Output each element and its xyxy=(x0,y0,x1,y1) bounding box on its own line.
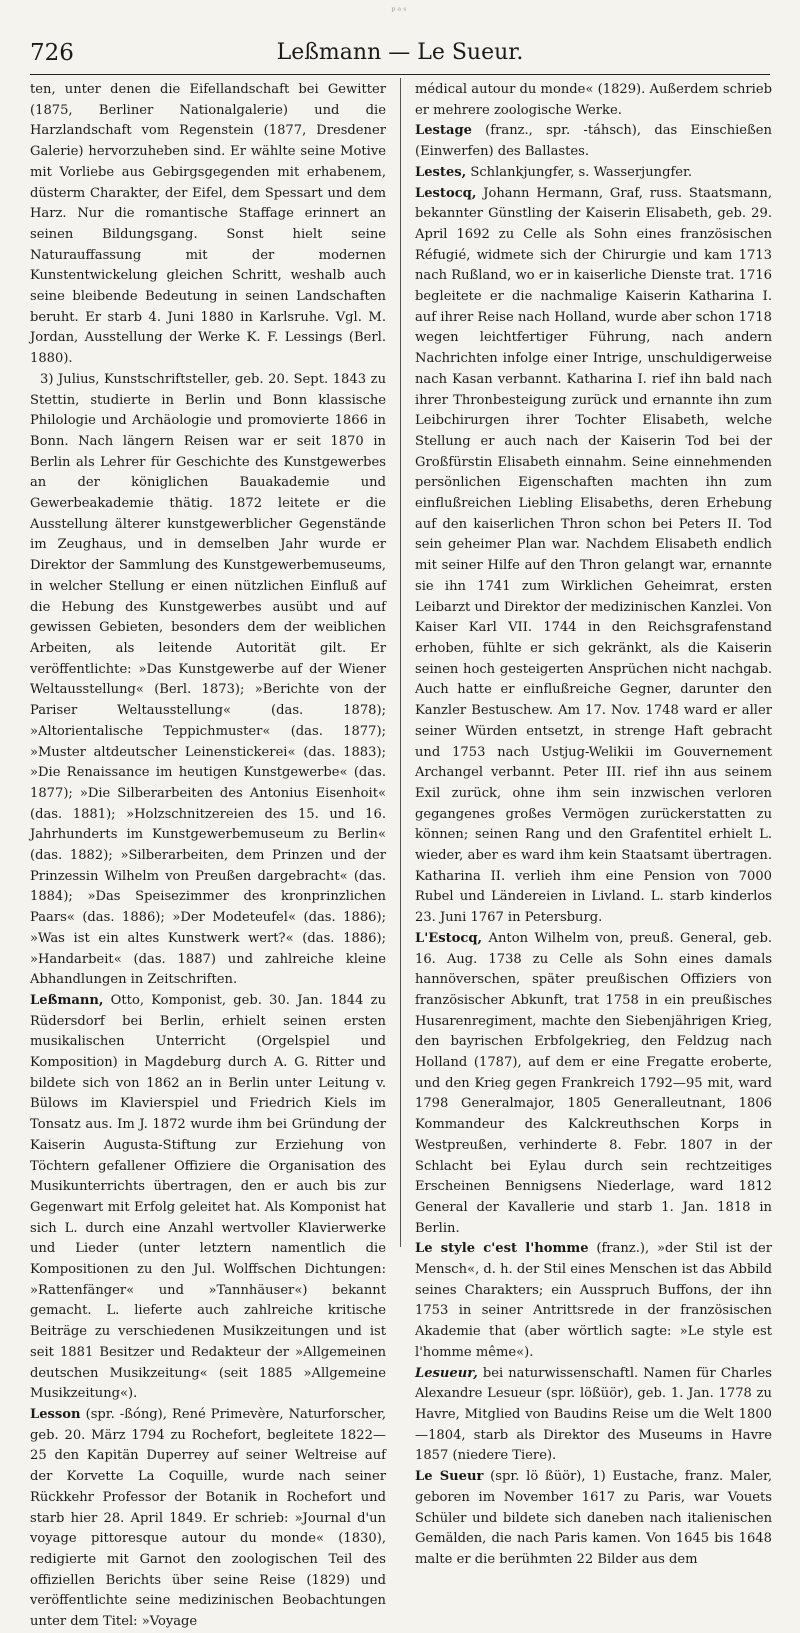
entry-lestage xyxy=(415,121,772,162)
entry-text: Schlankjungfer, s. Wasserjungfer. xyxy=(466,164,693,180)
paragraph-lessing-julius: 3) Julius, Kunstschriftsteller, geb. 20. Sept. 1843 zu Stettin, studierte in Berlin und Bonn klassische Philologie und Archäologie und promovierte 1866 in Bonn. Nach längern Reisen war er seit 1870 in Berlin als Lehrer für Geschichte des Kunstgewerbes an der königlichen Bauakademie und Gewerbeakademie thätig. 1872 leitete er die Ausstellung älterer kunstgewerblicher Gegenstände im Zeughaus, und in demselben Jahr wurde er Direktor der Sammlung des Kunstgewerbemuseums, in welcher Stellung er einen nützlichen Einfluß auf die Hebung des Kunstgewerbes ausübt und auf gewissen Gebieten, besonders dem der weiblichen Arbeiten, als leitende Autorität gilt. Er veröffentlichte: »Das Kunstgewerbe auf der Wiener Weltausstellung« (Berl. 1873); »Berichte von der Pariser Weltausstellung« (das. 1878); »Altorientalische Teppichmuster« (das. 1877); »Muster altdeutscher Leinenstickerei« (das. 1883); »Die Renaissance im heutigen Kunstgewerbe« (das. 1877); »Die Silberarbeiten des Antonius Eisenhoit« (das. 1881); »Holzschnitzereien des 15. und 16. Jahrhunderts im Kunstgewerbemuseum zu Berlin« (das. 1882); »Silberarbeiten, dem Prinzen und der Prinzessin Wilhelm von Preußen dargebracht« (das. 1884); »Das Speisezimmer des kronprinzlichen Paars« (das. 1886); »Der Modeteufel« (das. 1886); »Was ist ein altes Kunstwerk wert?« (das. 1886); »Handarbeit« (das. 1887) und zahlreiche kleine Abhandlungen in Zeitschriften. xyxy=(30,371,386,988)
entry-le-style xyxy=(415,1239,772,1363)
lemma-lestage: Lestage xyxy=(415,123,472,139)
paragraph-lesson-cont: médical autour du monde« (1829). Außerdem schrieb er mehrere zoologische Werke. xyxy=(415,82,772,118)
entry-le-sueur xyxy=(415,1467,772,1571)
lemma-lessmann: Leßmann, xyxy=(30,992,104,1008)
left-column xyxy=(30,80,386,1633)
lemma-le-sueur: Le Sueur xyxy=(415,1469,484,1485)
lemma-lesueur: Lesueur, xyxy=(415,1365,478,1381)
lemma-l-estocq: L'Estocq, xyxy=(415,930,483,946)
column-divider xyxy=(400,78,401,1247)
entry-text: (franz.), »der Stil ist der Mensch«, d. h. der Stil eines Menschen ist das Abbild seines Charakters; ein Ausspruch Buffons, der ihn 1753 in seiner Antrittsrede in der französischen Akademie that (aber wörtlich sagte: »Le style est l'homme même«). xyxy=(415,1241,772,1360)
right-column xyxy=(415,80,772,1571)
running-head: Leßmann — Le Sueur. xyxy=(276,40,524,65)
entry-lesson xyxy=(30,1405,386,1633)
entry-text: bei naturwissenschaftl. Namen für Charles Alexandre Lesueur (spr. lößüör), geb. 1. Jan. 1778 zu Havre, Mitglied von Baudins Reise um die Welt 1800—1804, starb als Direktor des Museums in Havre 1857 (niedere Tiere). xyxy=(415,1365,772,1464)
entry-text: Anton Wilhelm von, preuß. General, geb. 16. Aug. 1738 zu Celle als Sohn eines damals hannöverschen, später preußischen Offiziers von französischer Abkunft, trat 1758 in ein preußisches Husarenregiment, machte den Siebenjährigen Krieg, den bayrischen Erbfolgekrieg, den Feldzug nach Holland (1787), auf dem er eine Fregatte eroberte, und den Krieg gegen Frankreich 1792—95 mit, ward 1798 Generalmajor, 1805 Generalleutnant, 1806 Kommandeur des Kalckreuthschen Korps in Westpreußen, verhinderte 8. Febr. 1807 in der Schlacht bei Eylau durch sein rechtzeitiges Erscheinen Bennigsens Niederlage, ward 1812 General der Kavallerie und starb 1. Jan. 1818 in Berlin. xyxy=(415,930,772,1236)
entry-lessmann xyxy=(30,991,386,1405)
entry-lesueur xyxy=(415,1364,772,1468)
entry-text: Otto, Komponist, geb. 30. Jan. 1844 zu Rüdersdorf bei Berlin, erhielt seinen ersten musikalischen Unterricht (Orgelspiel und Komposition) in Magdeburg durch A. G. Ritter und bildete sich von 1862 an in Berlin unter Leitung v. Bülows im Klavierspiel und Friedrich Kiels im Tonsatz aus. Im J. 1872 wurde ihm bei Gründung der Kaiserin Augusta-Stiftung zur Erziehung von Töchtern gefallener Offiziere die Organisation des Musikunterrichts übertragen, den er auch bis zur Gegenwart mit Erfolg geleitet hat. Als Komponist hat sich L. durch eine Anzahl wertvoller Klavierwerke und Lieder (unter letztern namentlich die Kompositionen zu den Jul. Wolffschen Dichtungen: »Rattenfänger« und »Tannhäuser«) bekannt gemacht. L. lieferte auch zahlreiche kritische Beiträge zu verschiedenen Musikzeitungen und ist seit 1881 Besitzer und Redakteur der »Allgemeinen deutschen Musikzeitung« (seit 1885 »Allgemeine Musikzeitung«). xyxy=(30,992,386,1402)
entry-text: (spr. -ßóng), René Primevère, Naturforscher, geb. 20. März 1794 zu Rochefort, begleitete 1822—25 den Kapitän Duperrey auf seiner Weltreise auf der Korvette La Coquille, wurde nach seiner Rückkehr Professor der Botanik in Rochefort und starb hier 28. April 1849. Er schrieb: »Journal d'un voyage pittoresque autour du monde« (1830), redigierte mit Garnot den zoologischen Teil des offiziellen Berichts über seine Reise (1829) und veröffentlichte seine medizinischen Beobachtungen unter dem Titel: »Voyage xyxy=(30,1407,386,1630)
lemma-lesson: Lesson xyxy=(30,1407,81,1422)
entry-text: (franz., spr. -táhsch), das Einschießen (Einwerfen) des Ballastes. xyxy=(415,123,772,160)
page-header xyxy=(30,40,770,70)
lemma-le-style: Le style c'est l'homme xyxy=(415,1241,589,1257)
header-rule xyxy=(30,74,770,75)
entry-text: Johann Hermann, Graf, russ. Staatsmann, bekannter Günstling der Kaiserin Elisabeth, geb. 29. April 1692 zu Celle als Sohn eines französischen Réfugié, widmete sich der Chirurgie und kam 1713 nach Rußland, wo er in kaiserliche Dienste trat. 1716 begleitete er die nachmalige Kaiserin Katharina I. auf ihrer Reise nach Holland, wurde aber schon 1718 wegen leichtfertiger Führung, nach andern Nachrichten infolge einer Intrige, unschuldigerweise nach Kasan verbannt. Katharina I. rief ihn bald nach ihrer Thronbesteigung zurück und ernannte ihn zum Leibchirurgen ihrer Tochter Elisabeth, welche Stellung er auch nach der Kaiserin Tod bei der Großfürstin Elisabeth einnahm. Seine einnehmenden persönlichen Eigenschaften machten ihn zum einflußreichen Liebling Elisabeths, deren Erhebung auf den kaiserlichen Thron schon bei Peters II. Tod sein geheimer Plan war. Nachdem Elisabeth endlich mit seiner Hilfe auf den Thron gelangt war, ernannte sie ihn 1741 zum Wirklichen Geheimrat, ersten Leibarzt und Direktor der medizinischen Kanzlei. Von Kaiser Karl VII. 1744 in den Reichsgrafenstand erhoben, fühlte er sich gekränkt, als die Kaiserin seinen hoch gesteigerten Ansprüchen nicht nachgab. Auch hatte er einflußreiche Gegner, darunter den Kanzler Bestuschew. Am 17. Nov. 1748 ward er aller seiner Würden entsetzt, in strenge Haft gebracht und 1753 nach Ustjug-Welikii im Gouvernement Archangel verbannt. Peter III. rief ihn aus seinem Exil zurück, ohne ihm sein inzwischen verloren gegangenes großes Vermögen zurückerstatten zu können; seinen Rang und den Grafentitel erhielt L. wieder, aber es ward ihm kein Staatsamt übertragen. Katharina II. verlieh ihm eine Pension von 7000 Rubel und Ländereien in Livland. L. starb kinderlos 23. Juni 1767 in Petersburg. xyxy=(415,185,772,926)
entry-text: (spr. lö ßüör), 1) Eustache, franz. Maler, geboren im November 1617 zu Paris, war Vouets Schüler und bildete sich daneben nach italienischen Gemälden, die nach Paris kamen. Von 1645 bis 1648 malte er die berühmten 22 Bilder aus dem xyxy=(415,1469,772,1567)
lemma-lestocq: Lestocq, xyxy=(415,185,477,201)
top-mark: ᵖᵃˢ xyxy=(391,6,409,17)
lemma-lestes: Lestes, xyxy=(415,164,467,180)
paragraph-lessing-karl-cont: ten, unter denen die Eifellandschaft bei Gewitter (1875, Berliner Nationalgalerie) und die Harzlandschaft vom Regenstein (1877, Dresdener Galerie) hervorzuheben sind. Er wählte seine Motive mit Vorliebe aus Gebirgsgegenden mit erhabenem, düsterm Charakter, der Eifel, dem Spessart und dem Harz. Nur die romantische Staffage erinnert an seinen Bildungsgang. Sonst hielt seine Naturauffassung mit der modernen Kunstentwickelung gleichen Schritt, weshalb auch seine bleibende Bedeutung in seinen Landschaften beruht. Er starb 4. Juni 1880 in Karlsruhe. Vgl. M. Jordan, Ausstellung der Werke K. F. Lessings (Berl. 1880). xyxy=(30,82,386,367)
entry-lestes xyxy=(415,163,772,184)
page-number: 726 xyxy=(30,40,74,66)
entry-l-estocq xyxy=(415,929,772,1240)
entry-lestocq xyxy=(415,184,772,929)
